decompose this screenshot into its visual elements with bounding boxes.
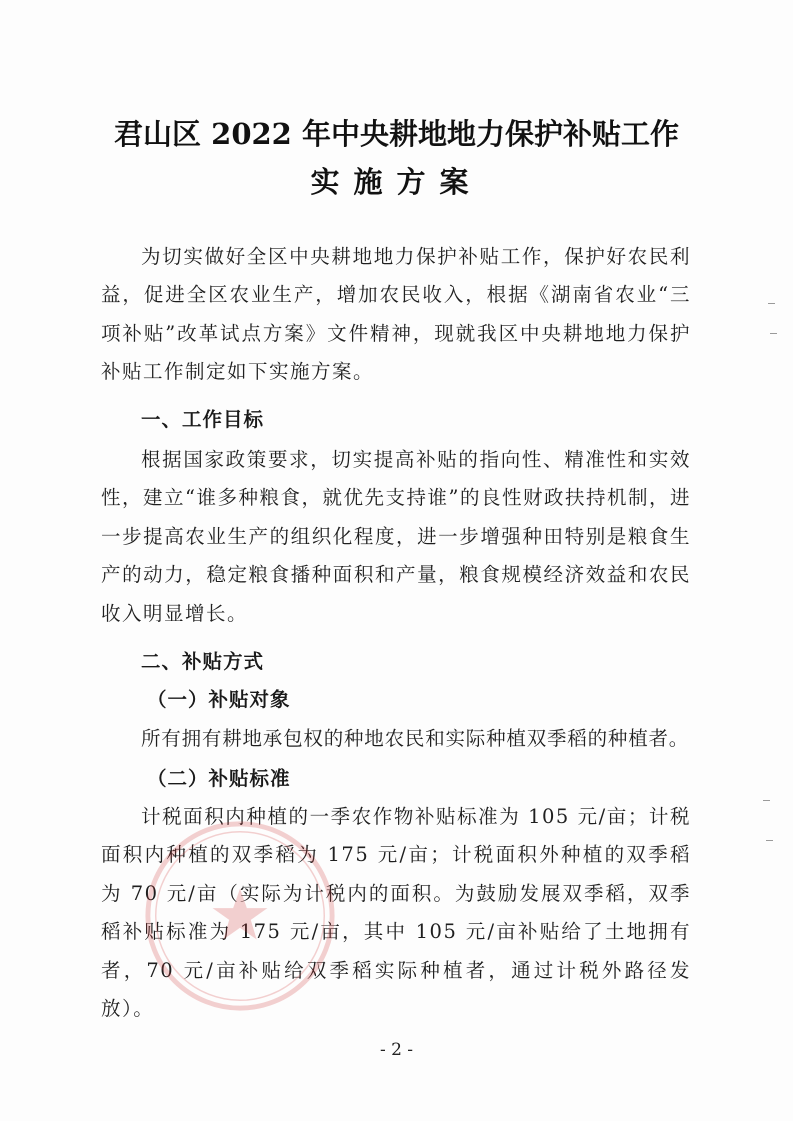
page-number: - 2 -	[379, 1040, 414, 1060]
document-title-line1: 君山区 2022 年中央耕地地力保护补贴工作	[114, 117, 679, 151]
subsection1-heading: （一）补贴对象	[147, 688, 291, 711]
document-title-line2: 实施方案	[310, 165, 483, 199]
scan-edge-mark	[770, 333, 777, 334]
section2-heading: 二、补贴方式	[141, 650, 265, 673]
scan-edge-mark	[763, 800, 770, 801]
scan-edge-mark	[766, 840, 773, 841]
section1-heading: 一、工作目标	[141, 408, 265, 431]
scan-edge-mark	[768, 303, 775, 304]
intro-paragraph: 为切实做好全区中央耕地地力保护补贴工作，保护好农民利益，促进全区农业生产，增加农民收入，根据《湖南省农业“三项补贴”改革试点方案》文件精神，现就我区中央耕地地力保护补贴工作制定如下实施方案。	[101, 245, 691, 384]
subsection2-paragraph: 计税面积内种植的一季农作物补贴标准为 105 元/亩；计税面积内种植的双季稻为 175 元/亩；计税面积外种植的双季稻为 70 元/亩（实际为计税内的面积。为鼓励发展双季稻，双季稻补贴标准为 175 元/亩，其中 105 元/亩补贴给了土地拥有者，70 元/亩补贴给双季稻实际种植者，通过计税外路径发放）。	[101, 805, 691, 1021]
subsection2-heading: （二）补贴标准	[147, 767, 291, 790]
subsection1-paragraph: 所有拥有耕地承包权的种地农民和实际种植双季稻的种植者。	[141, 727, 690, 750]
section1-paragraph: 根据国家政策要求，切实提高补贴的指向性、精准性和实效性，建立“谁多种粮食，就优先支持谁”的良性财政扶持机制，进一步提高农业生产的组织化程度，进一步增强种田特别是粮食生产的动力，稳定粮食播种面积和产量，粮食规模经济效益和农民收入明显增长。	[101, 448, 691, 625]
